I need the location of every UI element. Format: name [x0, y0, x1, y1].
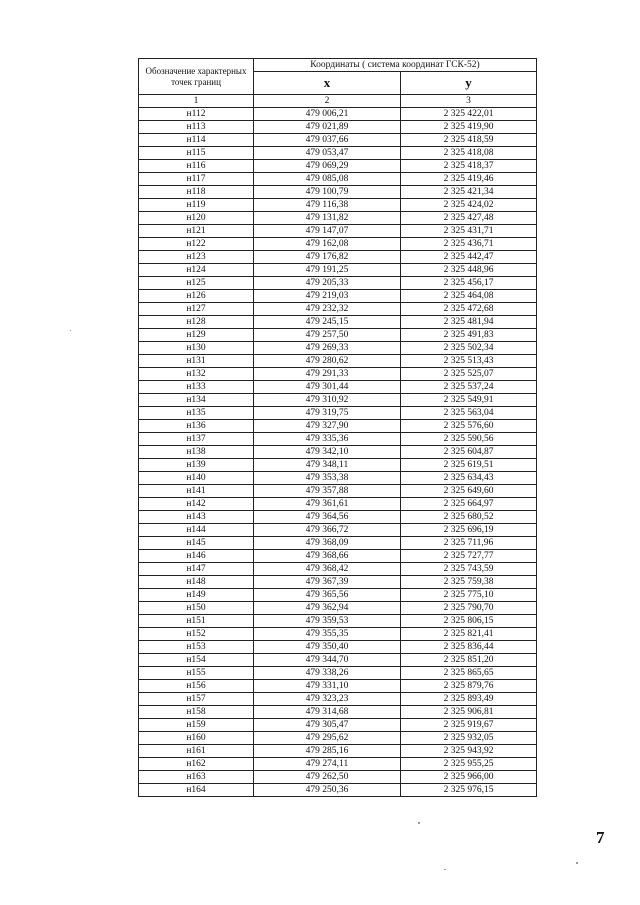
x-coordinate-cell: 479 232,32: [254, 303, 401, 316]
table-row: [139, 251, 537, 264]
table-row: [139, 628, 537, 641]
point-designation-cell: н122: [139, 238, 254, 251]
y-coordinate-cell: 2 325 943,92: [401, 745, 537, 758]
table-row: [139, 368, 537, 381]
table-row: [139, 147, 537, 160]
table-row: [139, 186, 537, 199]
table-row: [139, 563, 537, 576]
y-coordinate-cell: 2 325 502,34: [401, 342, 537, 355]
point-designation-cell: н148: [139, 576, 254, 589]
y-coordinate-cell: 2 325 865,65: [401, 667, 537, 680]
x-coordinate-cell: 479 364,56: [254, 511, 401, 524]
x-coordinate-cell: 479 348,11: [254, 459, 401, 472]
point-designation-cell: н117: [139, 173, 254, 186]
x-coordinate-cell: 479 250,36: [254, 784, 401, 797]
point-designation-cell: н116: [139, 160, 254, 173]
table-row: [139, 160, 537, 173]
x-coordinate-cell: 479 147,07: [254, 225, 401, 238]
x-coordinate-cell: 479 274,11: [254, 758, 401, 771]
x-coordinate-cell: 479 331,10: [254, 680, 401, 693]
y-coordinate-cell: 2 325 619,51: [401, 459, 537, 472]
header-col-number: 3: [401, 95, 537, 108]
y-coordinate-cell: 2 325 537,24: [401, 381, 537, 394]
y-coordinate-cell: 2 325 759,38: [401, 576, 537, 589]
x-coordinate-cell: 479 291,33: [254, 368, 401, 381]
scan-speck: [418, 822, 420, 824]
x-coordinate-cell: 479 357,88: [254, 485, 401, 498]
table-row: [139, 550, 537, 563]
header-row-numbers: [139, 95, 537, 108]
x-coordinate-cell: 479 353,38: [254, 472, 401, 485]
table-row: [139, 576, 537, 589]
point-designation-cell: н153: [139, 641, 254, 654]
x-coordinate-cell: 479 355,35: [254, 628, 401, 641]
x-coordinate-cell: 479 053,47: [254, 147, 401, 160]
x-coordinate-cell: 479 219,03: [254, 290, 401, 303]
y-coordinate-cell: 2 325 418,08: [401, 147, 537, 160]
x-coordinate-cell: 479 361,61: [254, 498, 401, 511]
x-coordinate-cell: 479 301,44: [254, 381, 401, 394]
table-row: [139, 277, 537, 290]
table-row: [139, 290, 537, 303]
x-coordinate-cell: 479 295,62: [254, 732, 401, 745]
x-coordinate-cell: 479 285,16: [254, 745, 401, 758]
point-designation-cell: н144: [139, 524, 254, 537]
scan-speck: [70, 330, 71, 331]
y-coordinate-cell: 2 325 491,83: [401, 329, 537, 342]
point-designation-cell: н147: [139, 563, 254, 576]
table-row: [139, 238, 537, 251]
y-coordinate-cell: 2 325 955,25: [401, 758, 537, 771]
table-row: [139, 108, 537, 121]
point-designation-cell: н143: [139, 511, 254, 524]
x-coordinate-cell: 479 162,08: [254, 238, 401, 251]
y-coordinate-cell: 2 325 563,04: [401, 407, 537, 420]
table-row: [139, 784, 537, 797]
point-designation-cell: н154: [139, 654, 254, 667]
point-designation-cell: н126: [139, 290, 254, 303]
point-designation-cell: н130: [139, 342, 254, 355]
y-coordinate-cell: 2 325 604,87: [401, 446, 537, 459]
table-row: [139, 641, 537, 654]
header-row-titles: [139, 59, 537, 72]
x-coordinate-cell: 479 205,33: [254, 277, 401, 290]
point-designation-cell: н141: [139, 485, 254, 498]
table-row: [139, 706, 537, 719]
x-coordinate-cell: 479 335,36: [254, 433, 401, 446]
x-coordinate-cell: 479 368,09: [254, 537, 401, 550]
y-coordinate-cell: 2 325 442,47: [401, 251, 537, 264]
y-coordinate-cell: 2 325 966,00: [401, 771, 537, 784]
x-coordinate-cell: 479 350,40: [254, 641, 401, 654]
scan-speck: [444, 869, 446, 870]
point-designation-cell: н113: [139, 121, 254, 134]
table-row: [139, 134, 537, 147]
y-coordinate-cell: 2 325 418,59: [401, 134, 537, 147]
y-coordinate-cell: 2 325 932,05: [401, 732, 537, 745]
table-row: [139, 381, 537, 394]
point-designation-cell: н137: [139, 433, 254, 446]
table-row: [139, 654, 537, 667]
x-coordinate-cell: 479 257,50: [254, 329, 401, 342]
y-coordinate-cell: 2 325 431,71: [401, 225, 537, 238]
x-coordinate-cell: 479 368,66: [254, 550, 401, 563]
point-designation-cell: н140: [139, 472, 254, 485]
y-coordinate-cell: 2 325 711,96: [401, 537, 537, 550]
y-coordinate-cell: 2 325 836,44: [401, 641, 537, 654]
point-designation-cell: н162: [139, 758, 254, 771]
point-designation-cell: н161: [139, 745, 254, 758]
point-designation-cell: н132: [139, 368, 254, 381]
x-coordinate-cell: 479 359,53: [254, 615, 401, 628]
table-row: [139, 680, 537, 693]
point-designation-cell: н134: [139, 394, 254, 407]
y-coordinate-cell: 2 325 893,49: [401, 693, 537, 706]
x-coordinate-cell: 479 116,38: [254, 199, 401, 212]
y-coordinate-cell: 2 325 464,08: [401, 290, 537, 303]
y-coordinate-cell: 2 325 696,19: [401, 524, 537, 537]
table-row: [139, 693, 537, 706]
point-designation-cell: н119: [139, 199, 254, 212]
y-coordinate-cell: 2 325 576,60: [401, 420, 537, 433]
header-col-number: 2: [254, 95, 401, 108]
point-designation-cell: н145: [139, 537, 254, 550]
table-row: [139, 485, 537, 498]
y-coordinate-cell: 2 325 448,96: [401, 264, 537, 277]
point-designation-cell: н121: [139, 225, 254, 238]
y-coordinate-cell: 2 325 472,68: [401, 303, 537, 316]
point-designation-cell: н133: [139, 381, 254, 394]
x-coordinate-cell: 479 021,89: [254, 121, 401, 134]
y-coordinate-cell: 2 325 436,71: [401, 238, 537, 251]
table-row: [139, 472, 537, 485]
table-row: [139, 667, 537, 680]
table-header: [139, 59, 537, 108]
table-row: [139, 758, 537, 771]
y-coordinate-cell: 2 325 422,01: [401, 108, 537, 121]
point-designation-cell: н156: [139, 680, 254, 693]
x-coordinate-cell: 479 342,10: [254, 446, 401, 459]
y-coordinate-cell: 2 325 649,60: [401, 485, 537, 498]
y-coordinate-cell: 2 325 421,34: [401, 186, 537, 199]
header-x: х: [254, 72, 401, 95]
y-coordinate-cell: 2 325 664,97: [401, 498, 537, 511]
point-designation-cell: н146: [139, 550, 254, 563]
point-designation-cell: н129: [139, 329, 254, 342]
x-coordinate-cell: 479 323,23: [254, 693, 401, 706]
x-coordinate-cell: 479 037,66: [254, 134, 401, 147]
point-designation-cell: н123: [139, 251, 254, 264]
y-coordinate-cell: 2 325 525,07: [401, 368, 537, 381]
y-coordinate-cell: 2 325 456,17: [401, 277, 537, 290]
y-coordinate-cell: 2 325 727,77: [401, 550, 537, 563]
y-coordinate-cell: 2 325 419,46: [401, 173, 537, 186]
point-designation-cell: н155: [139, 667, 254, 680]
table-row: [139, 537, 537, 550]
header-coordinates: Координаты ( система координат ГСК-52): [254, 59, 537, 72]
y-coordinate-cell: 2 325 851,20: [401, 654, 537, 667]
point-designation-cell: н112: [139, 108, 254, 121]
x-coordinate-cell: 479 191,25: [254, 264, 401, 277]
header-col-number: 1: [139, 95, 254, 108]
y-coordinate-cell: 2 325 590,56: [401, 433, 537, 446]
point-designation-cell: н152: [139, 628, 254, 641]
table-row: [139, 589, 537, 602]
table-row: [139, 602, 537, 615]
y-coordinate-cell: 2 325 821,41: [401, 628, 537, 641]
table-row: [139, 394, 537, 407]
y-coordinate-cell: 2 325 806,15: [401, 615, 537, 628]
y-coordinate-cell: 2 325 634,43: [401, 472, 537, 485]
point-designation-cell: н115: [139, 147, 254, 160]
y-coordinate-cell: 2 325 743,59: [401, 563, 537, 576]
x-coordinate-cell: 479 085,08: [254, 173, 401, 186]
table-row: [139, 407, 537, 420]
y-coordinate-cell: 2 325 976,15: [401, 784, 537, 797]
x-coordinate-cell: 479 367,39: [254, 576, 401, 589]
point-designation-cell: н142: [139, 498, 254, 511]
x-coordinate-cell: 479 310,92: [254, 394, 401, 407]
x-coordinate-cell: 479 069,29: [254, 160, 401, 173]
x-coordinate-cell: 479 368,42: [254, 563, 401, 576]
table-row: [139, 745, 537, 758]
y-coordinate-cell: 2 325 424,02: [401, 199, 537, 212]
point-designation-cell: н150: [139, 602, 254, 615]
table-row: [139, 459, 537, 472]
y-coordinate-cell: 2 325 906,81: [401, 706, 537, 719]
x-coordinate-cell: 479 100,79: [254, 186, 401, 199]
point-designation-cell: н128: [139, 316, 254, 329]
point-designation-cell: н138: [139, 446, 254, 459]
y-coordinate-cell: 2 325 790,70: [401, 602, 537, 615]
y-coordinate-cell: 2 325 513,43: [401, 355, 537, 368]
table-row: [139, 433, 537, 446]
x-coordinate-cell: 479 366,72: [254, 524, 401, 537]
y-coordinate-cell: 2 325 481,94: [401, 316, 537, 329]
table-row: [139, 732, 537, 745]
table-row: [139, 199, 537, 212]
y-coordinate-cell: 2 325 427,48: [401, 212, 537, 225]
y-coordinate-cell: 2 325 418,37: [401, 160, 537, 173]
table-row: [139, 121, 537, 134]
point-designation-cell: н151: [139, 615, 254, 628]
point-designation-cell: н118: [139, 186, 254, 199]
x-coordinate-cell: 479 176,82: [254, 251, 401, 264]
table-row: [139, 719, 537, 732]
header-designation: Обозначение характерных точек границ: [139, 59, 254, 95]
x-coordinate-cell: 479 280,62: [254, 355, 401, 368]
table-row: [139, 771, 537, 784]
point-designation-cell: н163: [139, 771, 254, 784]
y-coordinate-cell: 2 325 419,90: [401, 121, 537, 134]
scan-speck: [576, 862, 578, 864]
y-coordinate-cell: 2 325 775,10: [401, 589, 537, 602]
x-coordinate-cell: 479 131,82: [254, 212, 401, 225]
table-row: [139, 225, 537, 238]
point-designation-cell: н125: [139, 277, 254, 290]
point-designation-cell: н136: [139, 420, 254, 433]
point-designation-cell: н158: [139, 706, 254, 719]
point-designation-cell: н120: [139, 212, 254, 225]
point-designation-cell: н131: [139, 355, 254, 368]
point-designation-cell: н139: [139, 459, 254, 472]
point-designation-cell: н114: [139, 134, 254, 147]
coordinates-table: [138, 58, 537, 797]
x-coordinate-cell: 479 269,33: [254, 342, 401, 355]
table-row: [139, 420, 537, 433]
table-row: [139, 316, 537, 329]
table-row: [139, 173, 537, 186]
point-designation-cell: н157: [139, 693, 254, 706]
table-row: [139, 329, 537, 342]
table-row: [139, 511, 537, 524]
point-designation-cell: н149: [139, 589, 254, 602]
table-body: [139, 108, 537, 797]
x-coordinate-cell: 479 319,75: [254, 407, 401, 420]
x-coordinate-cell: 479 327,90: [254, 420, 401, 433]
x-coordinate-cell: 479 305,47: [254, 719, 401, 732]
table-row: [139, 446, 537, 459]
x-coordinate-cell: 479 338,26: [254, 667, 401, 680]
x-coordinate-cell: 479 006,21: [254, 108, 401, 121]
page-number: 7: [596, 828, 605, 847]
table-row: [139, 212, 537, 225]
point-designation-cell: н160: [139, 732, 254, 745]
table-row: [139, 264, 537, 277]
x-coordinate-cell: 479 262,50: [254, 771, 401, 784]
y-coordinate-cell: 2 325 879,76: [401, 680, 537, 693]
point-designation-cell: н124: [139, 264, 254, 277]
point-designation-cell: н135: [139, 407, 254, 420]
x-coordinate-cell: 479 362,94: [254, 602, 401, 615]
y-coordinate-cell: 2 325 680,52: [401, 511, 537, 524]
table-row: [139, 355, 537, 368]
x-coordinate-cell: 479 365,56: [254, 589, 401, 602]
x-coordinate-cell: 479 314,68: [254, 706, 401, 719]
table-row: [139, 498, 537, 511]
x-coordinate-cell: 479 344,70: [254, 654, 401, 667]
table-row: [139, 342, 537, 355]
point-designation-cell: н127: [139, 303, 254, 316]
y-coordinate-cell: 2 325 549,91: [401, 394, 537, 407]
table-row: [139, 524, 537, 537]
header-y: у: [401, 72, 537, 95]
point-designation-cell: н159: [139, 719, 254, 732]
table-row: [139, 303, 537, 316]
x-coordinate-cell: 479 245,15: [254, 316, 401, 329]
table-row: [139, 615, 537, 628]
y-coordinate-cell: 2 325 919,67: [401, 719, 537, 732]
point-designation-cell: н164: [139, 784, 254, 797]
